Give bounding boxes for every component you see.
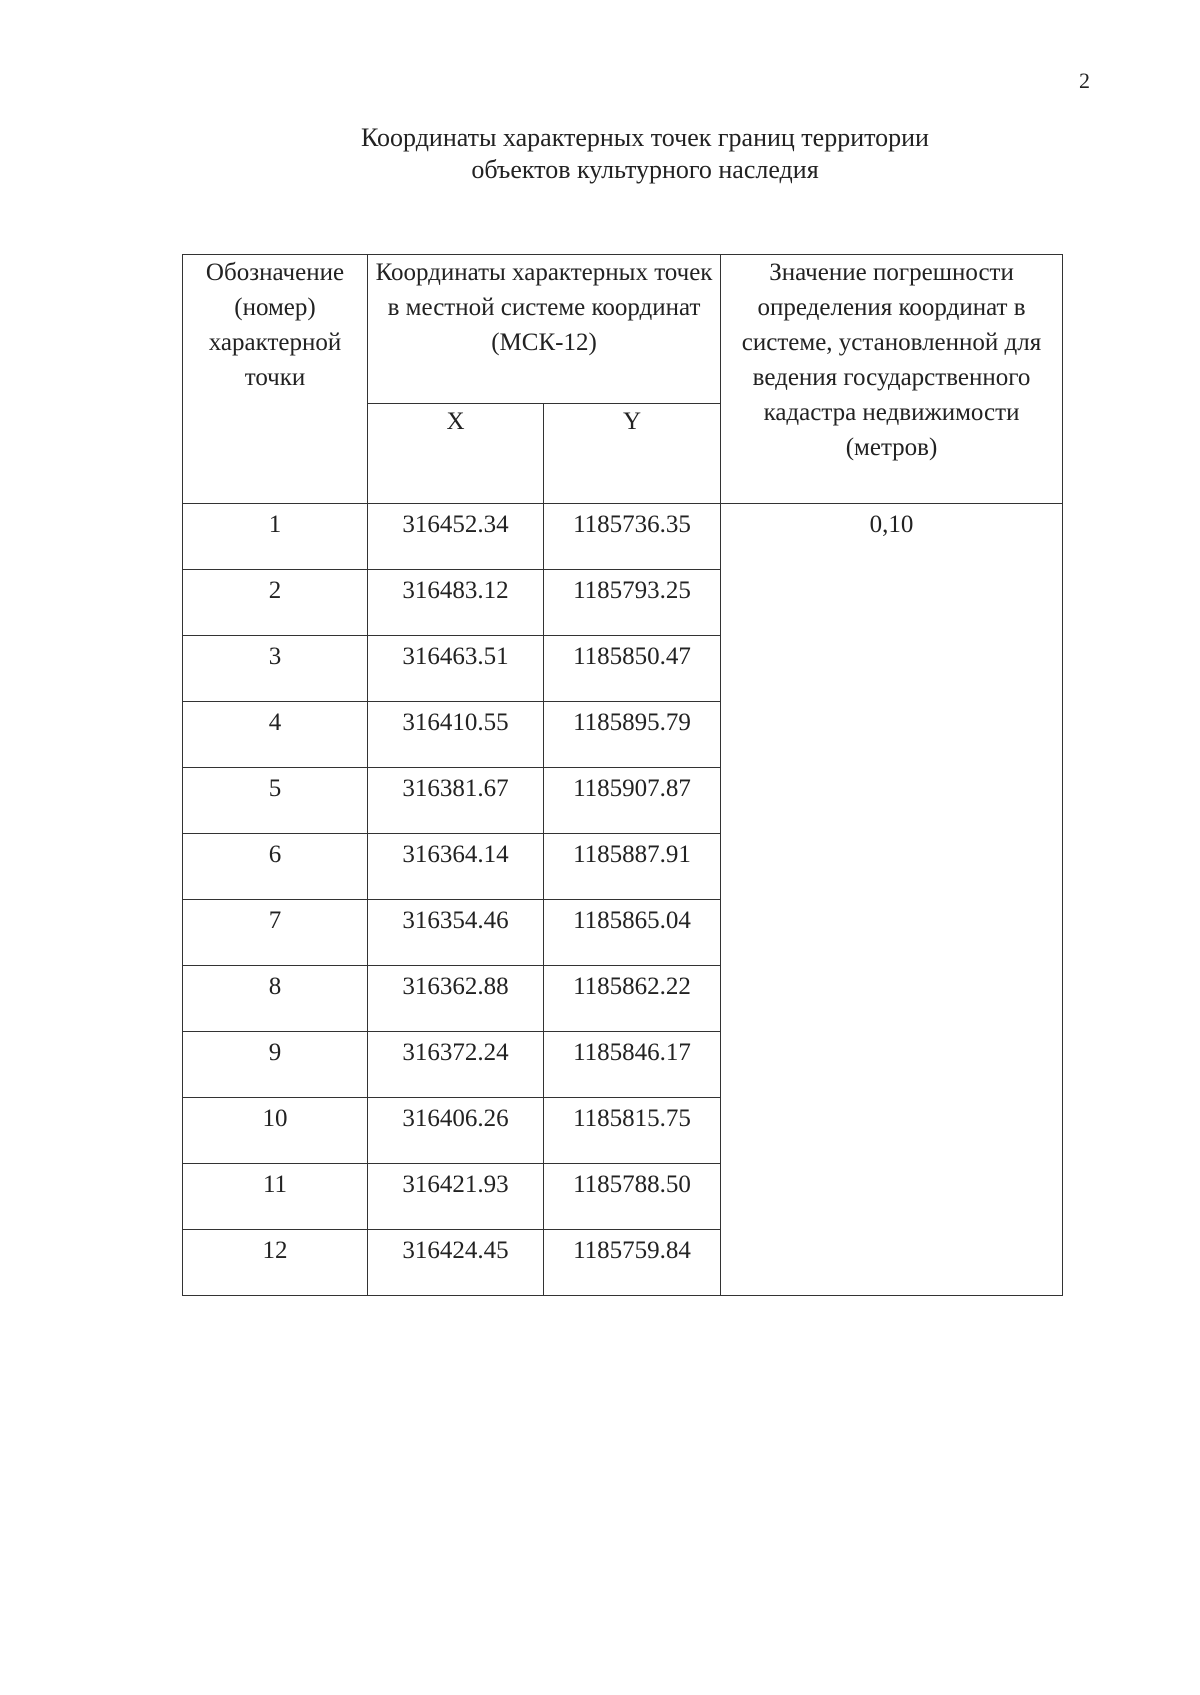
coordinates-table [182, 254, 1063, 1296]
y-coordinate-cell: 1185865.04 [544, 900, 721, 966]
x-coordinate-cell: 316424.45 [368, 1230, 544, 1296]
point-number-cell: 7 [183, 900, 368, 966]
y-coordinate-cell: 1185759.84 [544, 1230, 721, 1296]
y-coordinate-cell: 1185907.87 [544, 768, 721, 834]
page-number: 2 [1079, 68, 1090, 93]
header-point-designation: Обозначение (номер) характерной точки [183, 255, 368, 504]
x-coordinate-cell: 316381.67 [368, 768, 544, 834]
point-number-cell: 6 [183, 834, 368, 900]
header-y: Y [544, 404, 721, 504]
point-number-cell: 9 [183, 1032, 368, 1098]
y-coordinate-cell: 1185850.47 [544, 636, 721, 702]
x-coordinate-cell: 316452.34 [368, 504, 544, 570]
y-coordinate-cell: 1185895.79 [544, 702, 721, 768]
point-number-cell: 2 [183, 570, 368, 636]
header-x: X [368, 404, 544, 504]
x-coordinate-cell: 316421.93 [368, 1164, 544, 1230]
point-number-cell: 4 [183, 702, 368, 768]
error-value-cell: 0,10 [721, 504, 1063, 1296]
table-row [183, 504, 1063, 570]
x-coordinate-cell: 316364.14 [368, 834, 544, 900]
point-number-cell: 5 [183, 768, 368, 834]
header-coordinates: Координаты характерных точек в местной системе координат (МСК-12) [368, 255, 721, 404]
title-line-2: объектов культурного наследия [471, 155, 819, 184]
x-coordinate-cell: 316406.26 [368, 1098, 544, 1164]
y-coordinate-cell: 1185788.50 [544, 1164, 721, 1230]
point-number-cell: 10 [183, 1098, 368, 1164]
point-number-cell: 11 [183, 1164, 368, 1230]
point-number-cell: 3 [183, 636, 368, 702]
y-coordinate-cell: 1185815.75 [544, 1098, 721, 1164]
y-coordinate-cell: 1185736.35 [544, 504, 721, 570]
x-coordinate-cell: 316410.55 [368, 702, 544, 768]
title-line-1: Координаты характерных точек границ территории [361, 123, 929, 152]
document-title [0, 122, 1200, 186]
x-coordinate-cell: 316354.46 [368, 900, 544, 966]
x-coordinate-cell: 316372.24 [368, 1032, 544, 1098]
x-coordinate-cell: 316362.88 [368, 966, 544, 1032]
point-number-cell: 8 [183, 966, 368, 1032]
point-number-cell: 12 [183, 1230, 368, 1296]
y-coordinate-cell: 1185846.17 [544, 1032, 721, 1098]
y-coordinate-cell: 1185887.91 [544, 834, 721, 900]
table-body [183, 504, 1063, 1296]
header-error-value: Значение погрешности определения координат в системе, установленной для ведения государственного кадастра недвижимости (метров) [721, 255, 1063, 504]
x-coordinate-cell: 316463.51 [368, 636, 544, 702]
x-coordinate-cell: 316483.12 [368, 570, 544, 636]
y-coordinate-cell: 1185862.22 [544, 966, 721, 1032]
y-coordinate-cell: 1185793.25 [544, 570, 721, 636]
point-number-cell: 1 [183, 504, 368, 570]
